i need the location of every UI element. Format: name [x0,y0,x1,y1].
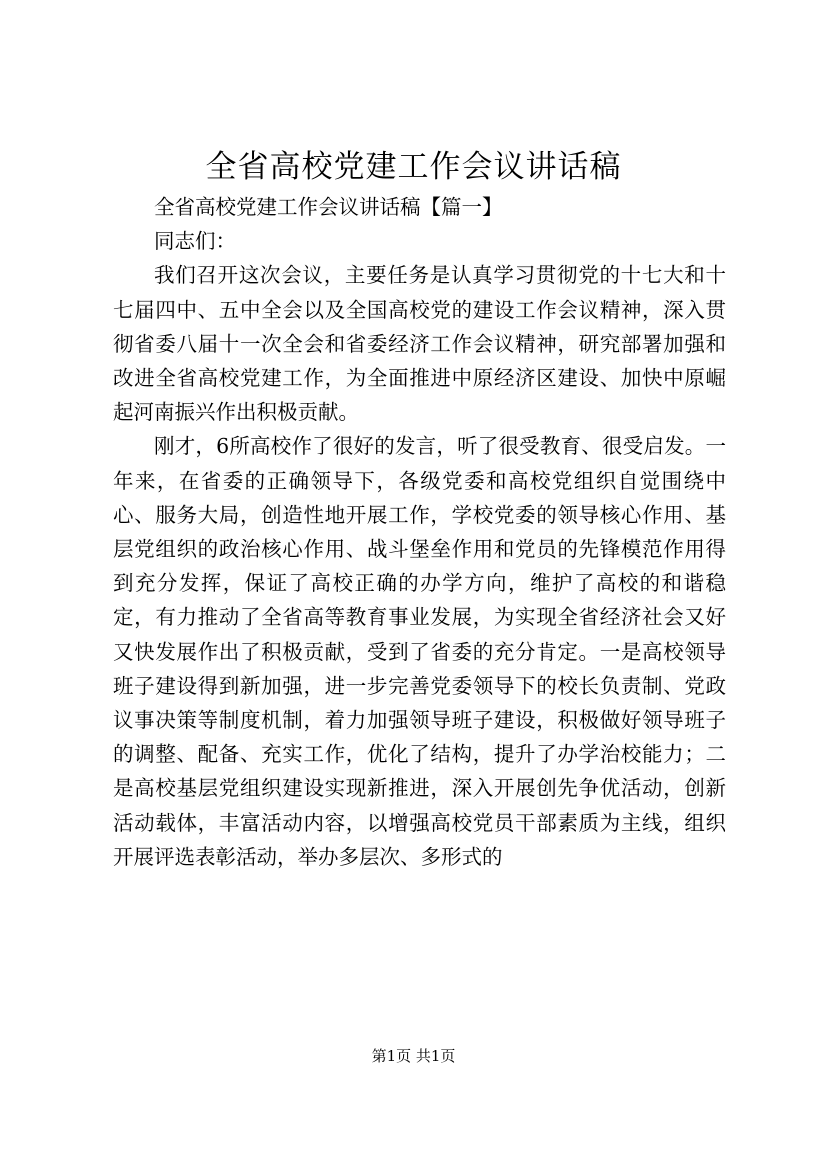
salutation: 同志们： [154,229,236,254]
paragraph-1: 我们召开这次会议，主要任务是认真学习贯彻党的十七大和十七届四中、五中全会以及全国高校党的建设工作会议精神，深入贯彻省委八届十一次全会和省委经济工作会议精神，研究部署加强和改进全省高校党建工作，为全面推进中原经济区建设、加快中原崛起河南振兴作出积极贡献。 [113,263,726,425]
document-subtitle: 全省高校党建工作会议讲话稿【篇一】 [154,195,503,219]
document-body [113,190,726,874]
page-footer: 第1页 共1页 [371,1047,456,1065]
paragraph-2: 刚才，6所高校作了很好的发言，听了很受教育、很受启发。一年来，在省委的正确领导下，各级党委和高校党组织自觉围绕中心、服务大局，创造性地开展工作，学校党委的领导核心作用、基层党组织的政治核心作用、战斗堡垒作用和党员的先锋模范作用得到充分发挥，保证了高校正确的办学方向，维护了高校的和谐稳定，有力推动了全省高等教育事业发展，为实现全省经济社会又好又快发展作出了积极贡献，受到了省委的充分肯定。一是高校领导班子建设得到新加强，进一步完善党委领导下的校长负责制、党政议事决策等制度机制，着力加强领导班子建设，积极做好领导班子的调整、配备、充实工作，优化了结构，提升了办学治校能力；二是高校基层党组织建设实现新推进，深入开展创先争优活动，创新活动载体，丰富活动内容，以增强高校党员干部素质为主线，组织开展评选表彰活动，举办多层次、多形式的 [113,434,726,869]
document-title: 全省高校党建工作会议讲话稿 [205,149,622,185]
